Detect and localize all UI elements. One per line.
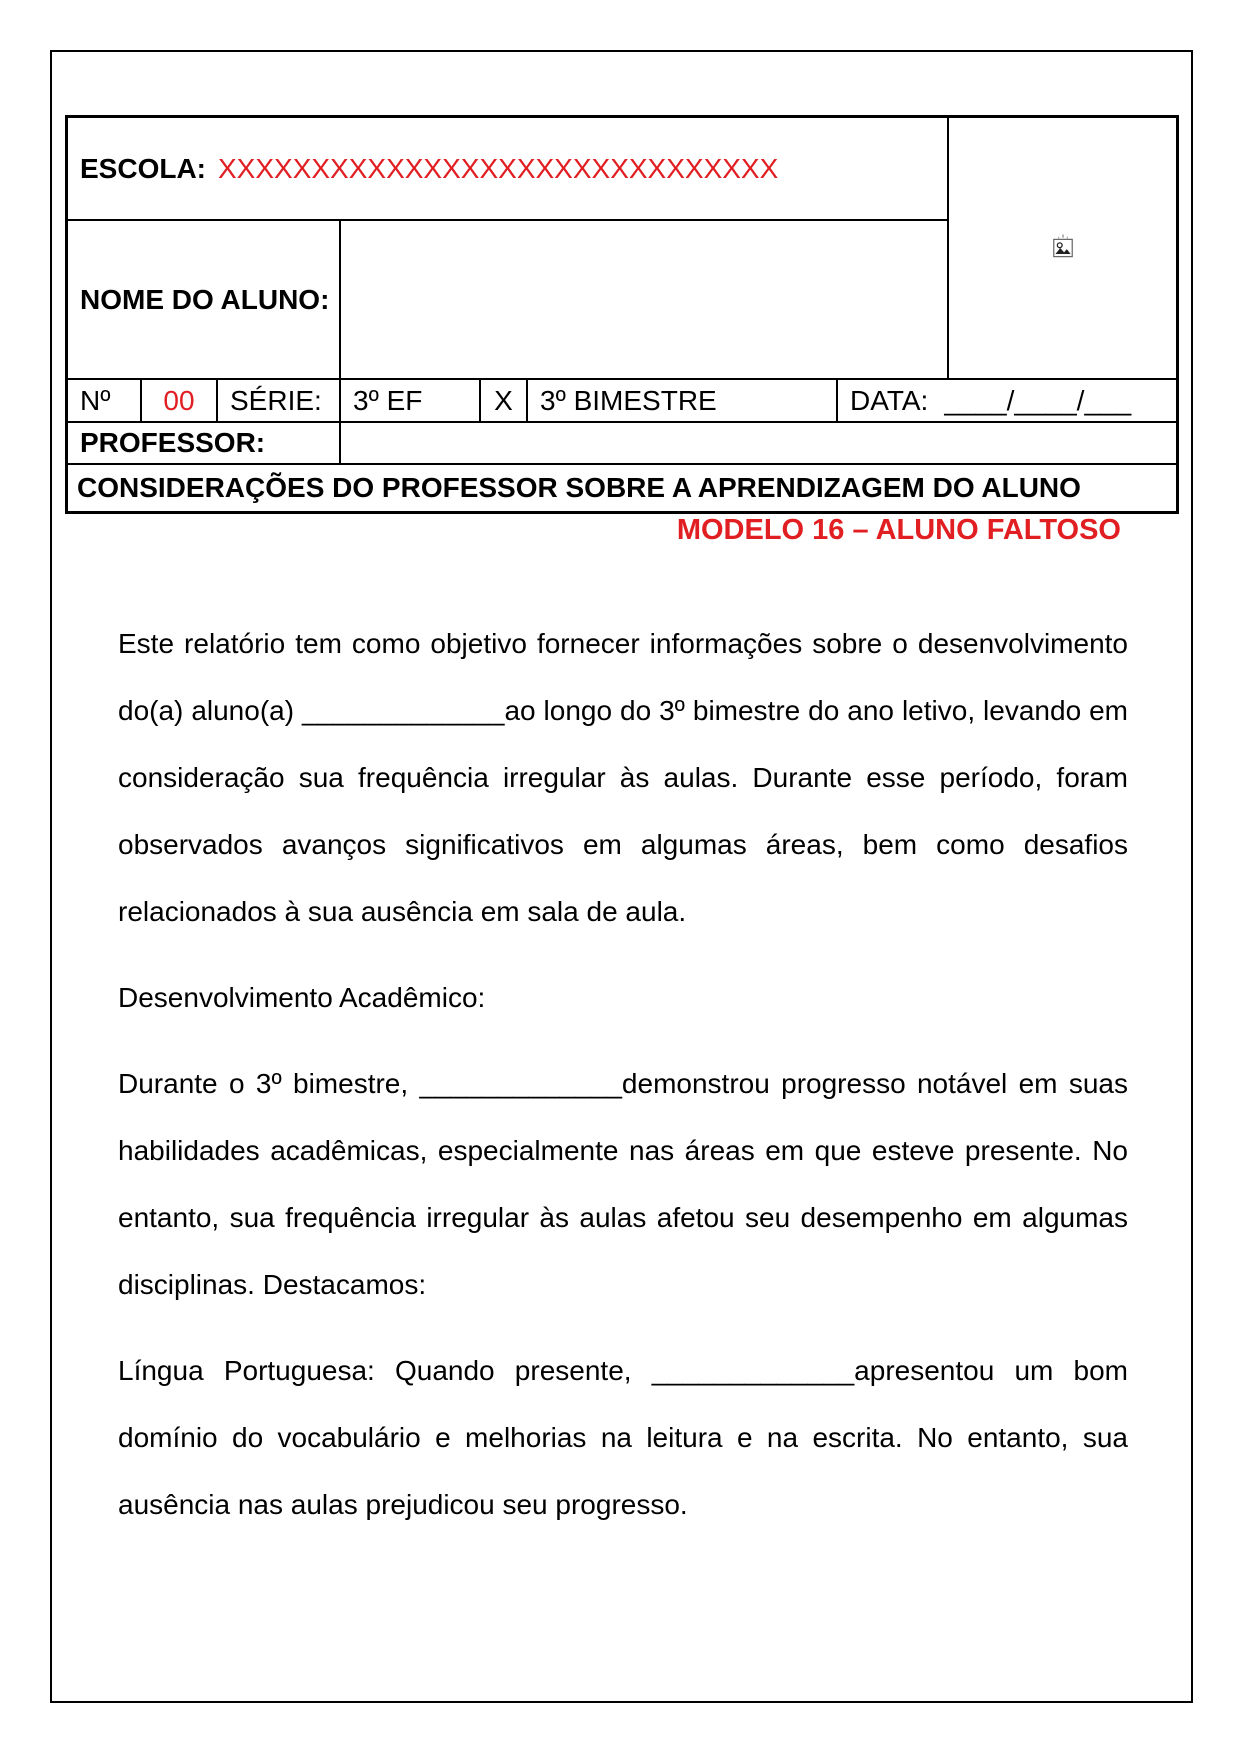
escola-label: ESCOLA: (80, 152, 206, 184)
paragraph-section-heading: Desenvolvimento Acadêmico: (118, 982, 486, 1013)
nome-aluno-label: NOME DO ALUNO: (80, 283, 330, 315)
escola-value: XXXXXXXXXXXXXXXXXXXXXXXXXXXXXX (218, 152, 779, 184)
nome-aluno-cell (67, 220, 340, 379)
data-label: DATA: (850, 384, 929, 416)
professor-value (340, 422, 1177, 464)
professor-label: PROFESSOR: (80, 427, 266, 458)
serie-label-cell: SÉRIE: (217, 379, 340, 422)
paragraph-lingua-portuguesa: Língua Portuguesa: Quando presente, _____________apresentou um bom domínio do vocabulário e melhorias na leitura e na escrita. No entanto, sua ausência nas aulas prejudicou seu progresso. (118, 1355, 1128, 1520)
check-cell: X (480, 379, 527, 422)
body-paragraphs (118, 610, 1128, 1557)
data-blank-line: ____/____/___ (944, 384, 1132, 416)
serie-value-cell: 3º EF (340, 379, 480, 422)
header-table (65, 115, 1179, 514)
photo-cell (948, 117, 1177, 379)
numero-value-cell: 00 (141, 379, 217, 422)
nome-aluno-value (340, 220, 948, 379)
bimestre-cell: 3º BIMESTRE (527, 379, 837, 422)
professor-cell (67, 422, 340, 464)
paragraph-intro: Este relatório tem como objetivo fornecer informações sobre o desenvolvimento do(a) aluno(a) _____________ao longo do 3º bimestre do ano letivo, levando em consideração sua frequência irregular às aulas. Durante esse período, foram observados avanços significativos em algumas áreas, bem como desafios relacionados à sua ausência em sala de aula. (118, 628, 1128, 927)
data-cell (837, 379, 1177, 422)
image-placeholder-icon (1050, 233, 1076, 263)
consideracoes-header: CONSIDERAÇÕES DO PROFESSOR SOBRE A APRENDIZAGEM DO ALUNO (67, 464, 1177, 512)
model-title: MODELO 16 – ALUNO FALTOSO (676, 514, 1121, 546)
numero-label-cell: Nº (67, 379, 141, 422)
paragraph-desenvolvimento: Durante o 3º bimestre, _____________demonstrou progresso notável em suas habilidades acadêmicas, especialmente nas áreas em que esteve presente. No entanto, sua frequência irregular às aulas afetou seu desempenho em algumas disciplinas. Destacamos: (118, 1068, 1128, 1300)
escola-cell (67, 117, 948, 220)
